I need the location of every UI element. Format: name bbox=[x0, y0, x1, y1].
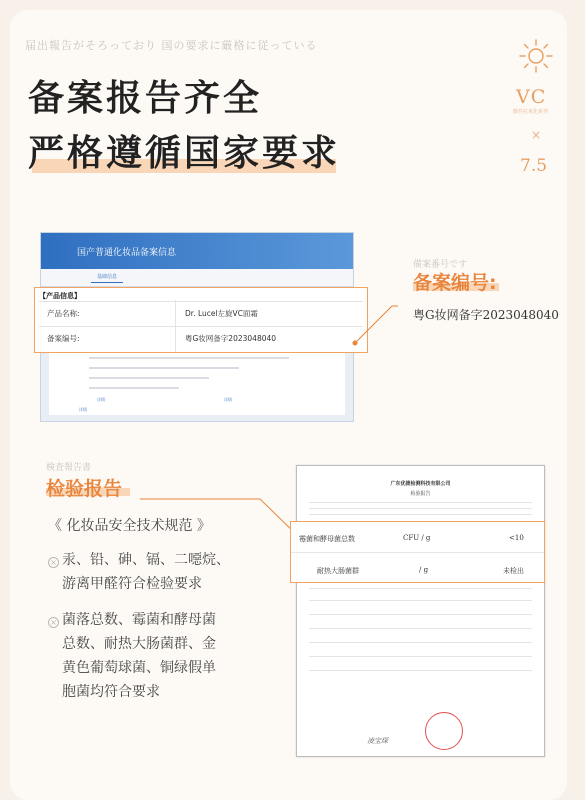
registration-tabbar bbox=[41, 269, 353, 287]
inspection-title: 检验报告 bbox=[46, 478, 123, 500]
connector-line bbox=[352, 302, 398, 346]
product-info-title: 【产品信息】 bbox=[39, 292, 81, 300]
x-circle-icon: × bbox=[48, 617, 59, 628]
report-rule bbox=[309, 588, 532, 589]
item-2-line: 总数、耐热大肠菌群、金 bbox=[62, 636, 216, 652]
blur-line bbox=[89, 377, 209, 379]
item-2-line: 菌落总数、霉菌和酵母菌 bbox=[62, 612, 216, 628]
detail-link[interactable]: 详情 bbox=[79, 407, 87, 412]
result-item: 霉菌和酵母菌总数 bbox=[299, 535, 355, 543]
top-caption: 届出報告がそろっており 国の要求に厳格に従っている bbox=[25, 39, 318, 52]
detail-link[interactable]: 详情 bbox=[97, 397, 105, 402]
report-rule bbox=[309, 508, 532, 509]
registration-number: 粤G妆网备字2023048040 bbox=[413, 308, 559, 322]
item-1-line: 游离甲醛符合检验要求 bbox=[62, 576, 202, 592]
product-name-value: Dr. Lucel左旋VC面霜 bbox=[185, 309, 258, 318]
report-rule bbox=[309, 628, 532, 629]
inspection-small-caption: 検査報告書 bbox=[46, 463, 92, 473]
divider bbox=[291, 552, 544, 553]
report-rule bbox=[309, 502, 532, 503]
divider bbox=[39, 301, 363, 302]
registration-no-value: 粤G妆网备字2023048040 bbox=[185, 334, 277, 343]
result-value: <10 bbox=[509, 534, 524, 542]
headline-line-1: 备案报告齐全 bbox=[28, 77, 263, 119]
divider bbox=[39, 326, 363, 327]
ph-number: 7.5 bbox=[520, 156, 548, 176]
blur-line bbox=[89, 367, 239, 369]
signature: 凌宝琛 bbox=[367, 737, 388, 745]
item-2-line: 黄色葡萄球菌、铜绿假单 bbox=[62, 660, 216, 676]
registration-small-caption: 備案番号です bbox=[413, 260, 468, 270]
result-unit: CFU / g bbox=[403, 534, 431, 542]
item-2 bbox=[62, 608, 216, 704]
cross-symbol: × bbox=[531, 128, 542, 142]
report-rule bbox=[309, 656, 532, 657]
report-rule bbox=[309, 670, 532, 671]
registration-no-label: 备案编号: bbox=[47, 334, 80, 343]
report-screenshot bbox=[296, 465, 545, 757]
result-value: 未检出 bbox=[503, 567, 524, 575]
vc-sub-label: 酸性抗氧化系列 bbox=[513, 109, 549, 115]
tab-basic-info[interactable]: 基础信息 bbox=[91, 273, 123, 283]
blur-line bbox=[89, 357, 289, 359]
registration-header: 国产普通化妆品备案信息 bbox=[41, 233, 353, 269]
standard-title: 《 化妆品安全技术规范 》 bbox=[48, 518, 211, 534]
report-rule bbox=[309, 614, 532, 615]
red-seal bbox=[425, 712, 463, 750]
registration-title: 备案编号: bbox=[413, 272, 497, 294]
vc-label: VC bbox=[516, 86, 547, 108]
report-company: 广东优捷检测科技有限公司 bbox=[390, 481, 451, 487]
report-rule bbox=[309, 514, 532, 515]
test-results-box bbox=[290, 521, 545, 583]
sun-icon bbox=[518, 38, 554, 74]
x-circle-icon: × bbox=[48, 557, 59, 568]
result-item: 耐热大肠菌群 bbox=[317, 567, 359, 575]
headline-line-2: 严格遵循国家要求 bbox=[28, 132, 341, 174]
detail-link[interactable]: 详情 bbox=[224, 397, 232, 402]
item-1-line: 汞、铅、砷、镉、二噁烷、 bbox=[62, 552, 230, 568]
item-1 bbox=[62, 548, 230, 596]
product-name-label: 产品名称: bbox=[47, 309, 80, 318]
report-rule bbox=[309, 600, 532, 601]
report-rule bbox=[309, 642, 532, 643]
product-info-box bbox=[34, 287, 368, 353]
item-2-line: 胞菌均符合要求 bbox=[62, 684, 160, 700]
report-title: 检验报告 bbox=[410, 491, 431, 497]
blur-line bbox=[89, 387, 179, 389]
result-unit: / g bbox=[419, 566, 429, 574]
